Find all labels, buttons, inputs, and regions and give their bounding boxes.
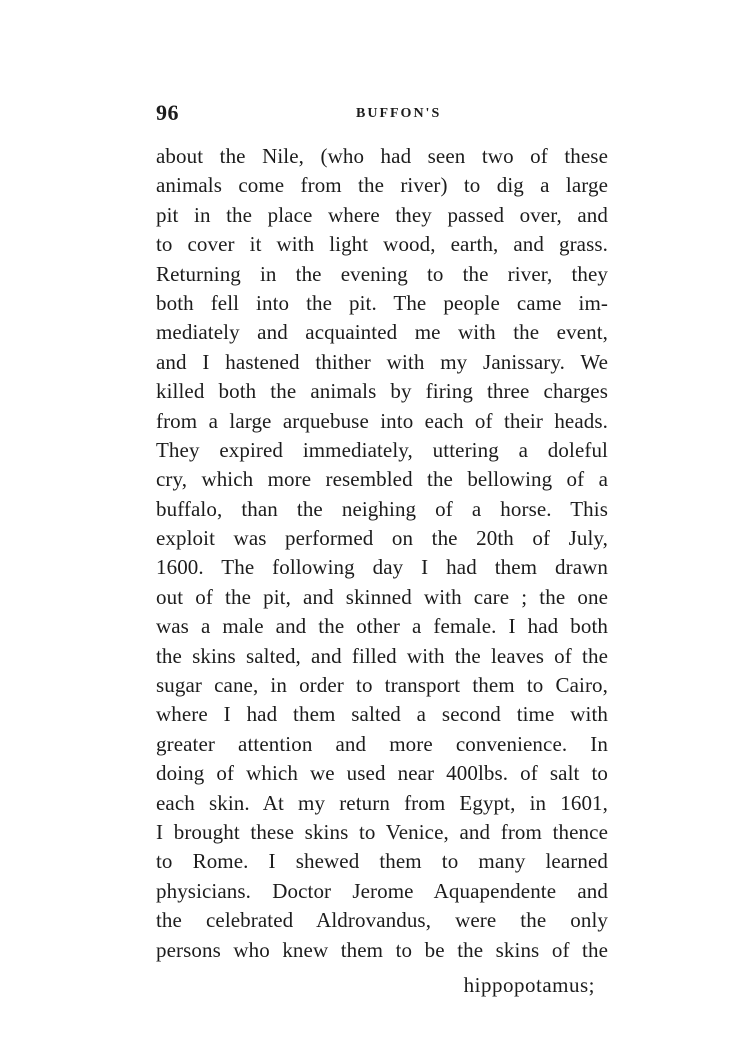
running-head: BUFFON'S	[356, 106, 442, 121]
text-line: 1600. The following day I had them drawn	[156, 555, 608, 580]
text-line: both fell into the pit. The people came im-	[156, 290, 608, 315]
text-line: cry, which more resembled the bellowing of a	[156, 467, 608, 492]
text-line: was a male and the other a female. I had both	[156, 614, 608, 639]
text-line: They expired immediately, uttering a doleful	[156, 437, 608, 462]
text-line: sugar cane, in order to transport them to Cairo,	[156, 673, 608, 698]
body-text	[156, 142, 608, 965]
text-line: from a large arquebuse into each of their heads.	[156, 408, 608, 433]
text-line: buffalo, than the neighing of a horse. This	[156, 496, 608, 521]
text-line: to cover it with light wood, earth, and grass.	[156, 232, 608, 257]
text-line: to Rome. I shewed them to many learned	[156, 849, 608, 874]
text-line: I brought these skins to Venice, and from thence	[156, 819, 608, 844]
page-number: 96	[156, 100, 179, 125]
page-header	[156, 100, 596, 130]
text-line: the skins salted, and filled with the leaves of the	[156, 643, 608, 668]
text-line: out of the pit, and skinned with care ; the one	[156, 584, 608, 609]
text-line: Returning in the evening to the river, they	[156, 261, 608, 286]
text-line: greater attention and more convenience. In	[156, 731, 608, 756]
text-line: physicians. Doctor Jerome Aquapendente and	[156, 878, 608, 903]
text-line: pit in the place where they passed over, and	[156, 202, 608, 227]
text-line: animals come from the river) to dig a large	[156, 173, 608, 198]
text-line: killed both the animals by firing three charges	[156, 379, 608, 404]
catchword: hippopotamus;	[463, 973, 595, 997]
text-line: each skin. At my return from Egypt, in 1601,	[156, 790, 608, 815]
text-line: mediately and acquainted me with the event,	[156, 320, 608, 345]
text-line: where I had them salted a second time with	[156, 702, 608, 727]
text-line: persons who knew them to be the skins of the	[156, 937, 608, 962]
text-line: and I hastened thither with my Janissary. We	[156, 349, 608, 374]
text-line: about the Nile, (who had seen two of these	[156, 144, 608, 168]
text-line: exploit was performed on the 20th of July,	[156, 526, 608, 551]
text-line: doing of which we used near 400lbs. of salt to	[156, 761, 608, 786]
text-line: the celebrated Aldrovandus, were the only	[156, 908, 608, 933]
